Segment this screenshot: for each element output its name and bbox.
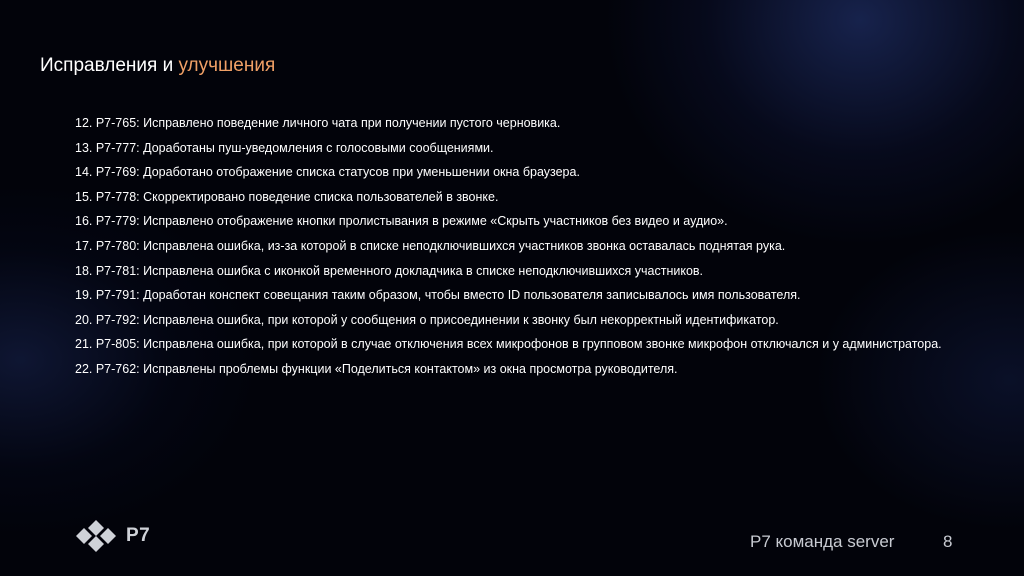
list-item: 14. Р7-769: Доработано отображение списка статусов при уменьшении окна браузера. xyxy=(75,165,580,180)
list-item: 18. Р7-781: Исправлена ошибка с иконкой временного докладчика в списке неподключившихся участников. xyxy=(75,263,704,278)
company-logo xyxy=(72,518,150,554)
list-item: 13. Р7-777: Доработаны пуш-уведомления с голосовыми сообщениями. xyxy=(75,140,494,155)
list-item: 21. Р7-805: Исправлена ошибка, при которой в случае отключения всех микрофонов в групповом звонке микрофон отключался и у администратора. xyxy=(75,337,942,352)
slide-title-accent: улучшения xyxy=(178,55,276,76)
logo-text: Р7 xyxy=(126,525,151,546)
page-number: 8 xyxy=(943,532,953,551)
list-item: 12. Р7-765: Исправлено поведение личного чата при получении пустого черновика. xyxy=(75,116,561,130)
list-item: 22. Р7-762: Исправлены проблемы функции «Поделиться контактом» из окна просмотра руководителя. xyxy=(75,361,678,376)
r7-diamond-logo-icon xyxy=(72,518,120,554)
footer-team-label: Р7 команда server xyxy=(750,532,895,551)
slide-title-joiner: и xyxy=(157,55,179,76)
list-item: 20. Р7-792: Исправлена ошибка, при которой у сообщения о присоединении к звонку был некорректный идентификатор. xyxy=(75,312,779,327)
changes-list xyxy=(75,111,955,382)
list-item: 15. Р7-778: Скорректировано поведение списка пользователей в звонке. xyxy=(75,189,499,204)
slide-title xyxy=(40,54,275,78)
list-item: 19. Р7-791: Доработан конспект совещания таким образом, чтобы вместо ID пользователя записывалось имя пользователя. xyxy=(75,288,801,303)
list-item: 17. Р7-780: Исправлена ошибка, из-за которой в списке неподключившихся участников звонка оставалась поднятая рука. xyxy=(75,238,786,253)
list-item: 16. Р7-779: Исправлено отображение кнопки пролистывания в режиме «Скрыть участников без видео и аудио». xyxy=(75,214,728,229)
slide-title-main: Исправления xyxy=(40,55,158,76)
